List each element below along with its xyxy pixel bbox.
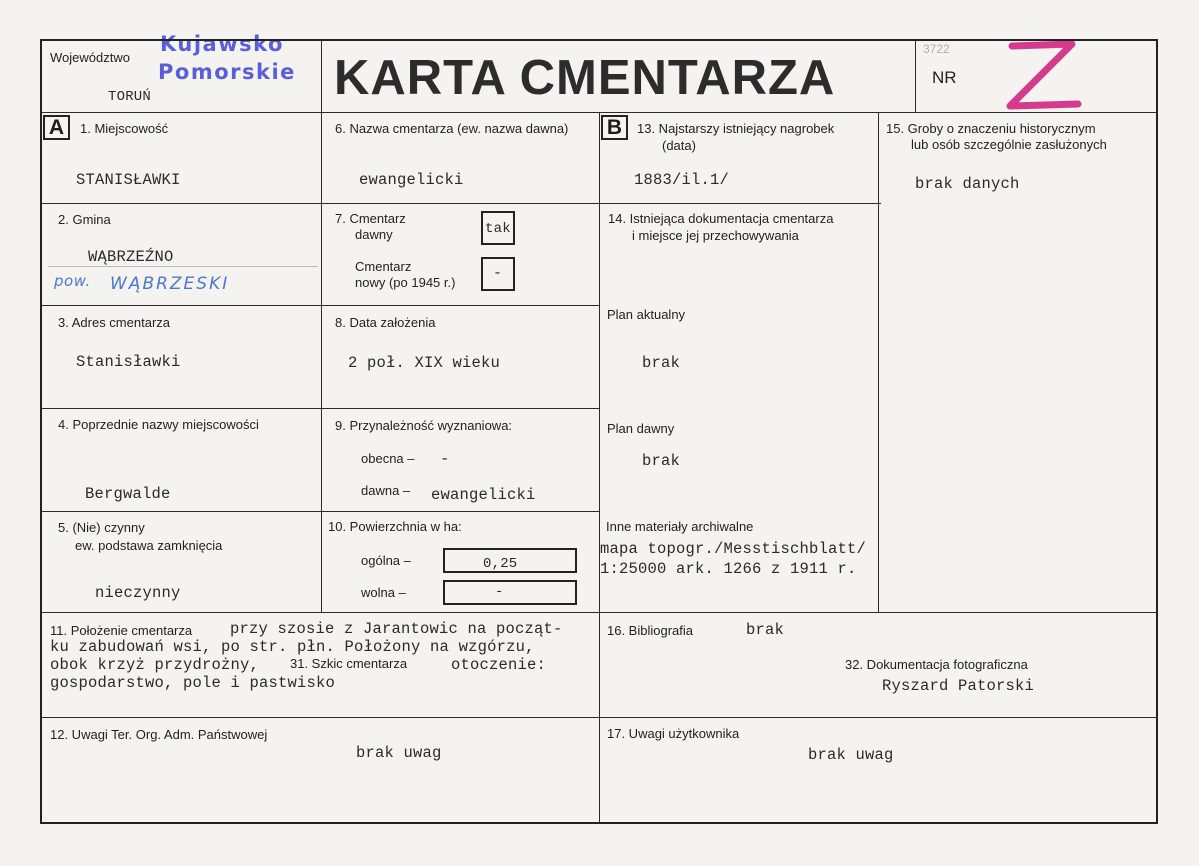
field-10-label: 10. Powierzchnia w ha: xyxy=(328,519,462,534)
page-title: KARTA CMENTARZA xyxy=(334,51,836,105)
field-9-former-label: dawna – xyxy=(361,483,411,498)
field-1-label: 1. Miejscowość xyxy=(80,121,169,136)
field-17-label: 17. Uwagi użytkownika xyxy=(607,726,740,741)
field-10-free-label: wolna – xyxy=(361,585,406,600)
field-2-hand-prefix: pow. xyxy=(54,272,91,290)
field-underline xyxy=(48,266,318,267)
field-11-text-line1: przy szosie z Jarantowic na począt- xyxy=(230,620,563,638)
field-9-label: 9. Przynależność wyznaniowa: xyxy=(335,418,513,433)
field-7-old-checkbox xyxy=(481,211,515,245)
field-1-value: STANISŁAWKI xyxy=(76,171,181,189)
field-11-text-line2: ku zabudowań wsi, po str. płn. Położony na wzgórzu, xyxy=(50,638,535,656)
nr-label: NR xyxy=(932,68,957,87)
field-12-value: brak uwag xyxy=(356,744,442,762)
field-11-text-line3: obok krzyż przydrożny, xyxy=(50,656,260,674)
divider xyxy=(41,408,599,409)
field-14-sublabel: i miejsce jej przechowywania xyxy=(632,228,799,243)
divider xyxy=(41,612,1157,613)
field-10-total-box xyxy=(443,548,577,573)
field-9-former-value: ewangelicki xyxy=(431,486,536,504)
field-2-hand-value: WĄBRZESKI xyxy=(110,274,230,294)
field-7-new-label: Cmentarz xyxy=(355,259,412,274)
section-b-marker: B xyxy=(601,115,628,140)
field-31-label: 31. Szkic cmentarza xyxy=(290,656,408,671)
field-12-label: 12. Uwagi Ter. Org. Adm. Państwowej xyxy=(50,727,268,742)
field-5-label: 5. (Nie) czynny xyxy=(58,520,145,535)
field-5-value: nieczynny xyxy=(95,584,181,602)
field-10-total-label: ogólna – xyxy=(361,553,411,568)
field-7-new-checkbox xyxy=(481,257,515,291)
pencil-number: 3722 xyxy=(923,42,950,56)
section-a-marker: A xyxy=(43,115,70,140)
field-2-value: WĄBRZEŹNO xyxy=(88,248,174,266)
divider xyxy=(41,511,599,512)
field-17-value: brak uwag xyxy=(808,746,894,764)
field-3-label: 3. Adres cmentarza xyxy=(58,315,170,330)
field-7-old-sublabel: dawny xyxy=(355,227,393,242)
field-3-value: Stanisławki xyxy=(76,353,181,371)
divider xyxy=(41,203,881,204)
field-11-text-line3-end: otoczenie: xyxy=(451,656,547,674)
field-6-value: ewangelicki xyxy=(359,171,464,189)
plan-old-label: Plan dawny xyxy=(607,421,675,436)
field-8-label: 8. Data założenia xyxy=(335,315,436,330)
field-6-label: 6. Nazwa cmentarza (ew. nazwa dawna) xyxy=(335,121,569,136)
field-7-old-value: tak xyxy=(485,221,511,237)
field-9-current-value: - xyxy=(440,450,450,468)
field-14-label: 14. Istniejąca dokumentacja cmentarza xyxy=(608,211,834,226)
other-materials-line2: 1:25000 ark. 1266 z 1911 r. xyxy=(600,560,857,578)
field-15-value: brak danych xyxy=(915,175,1020,193)
field-4-label: 4. Poprzednie nazwy miejscowości xyxy=(58,417,259,432)
field-15-sublabel: lub osób szczególnie zasłużonych xyxy=(911,137,1107,152)
plan-current-value: brak xyxy=(642,354,681,372)
field-13-value: 1883/il.1/ xyxy=(634,171,730,189)
field-7-new-value: - xyxy=(493,265,503,282)
field-10-free-value: - xyxy=(495,584,504,600)
divider xyxy=(878,112,879,612)
city-value: TORUŃ xyxy=(108,89,152,105)
field-16-value: brak xyxy=(746,621,785,639)
field-15-label: 15. Groby o znaczeniu historycznym xyxy=(886,121,1096,136)
field-16-label: 16. Bibliografia xyxy=(607,623,693,638)
divider xyxy=(41,717,1157,718)
plan-current-label: Plan aktualny xyxy=(607,307,686,322)
field-7-new-sublabel: nowy (po 1945 r.) xyxy=(355,275,456,290)
field-11-text-line4: gospodarstwo, pole i pastwisko xyxy=(50,674,336,692)
field-9-current-label: obecna – xyxy=(361,451,415,466)
voivodeship-stamp-line2: Pomorskie xyxy=(158,60,296,84)
field-7-old-label: 7. Cmentarz xyxy=(335,211,406,226)
voivodeship-stamp-line1: Kujawsko xyxy=(160,32,284,56)
field-10-free-box xyxy=(443,580,577,605)
voivodeship-label: Województwo xyxy=(50,50,130,65)
divider xyxy=(915,40,916,112)
field-2-label: 2. Gmina xyxy=(58,212,111,227)
field-11-label: 11. Położenie cmentarza xyxy=(50,623,193,638)
field-10-total-value: 0,25 xyxy=(483,556,518,572)
other-materials-label: Inne materiały archiwalne xyxy=(606,519,754,534)
field-5-sublabel: ew. podstawa zamknięcia xyxy=(75,538,223,553)
divider xyxy=(321,40,322,612)
field-32-value: Ryszard Patorski xyxy=(882,677,1035,695)
field-13-sublabel: (data) xyxy=(662,138,696,153)
divider xyxy=(41,305,599,306)
other-materials-line1: mapa topogr./Messtischblatt/ xyxy=(600,540,867,558)
field-4-value: Bergwalde xyxy=(85,485,171,503)
field-32-label: 32. Dokumentacja fotograficzna xyxy=(845,657,1028,672)
field-13-label: 13. Najstarszy istniejący nagrobek xyxy=(637,121,835,136)
field-8-value: 2 poł. XIX wieku xyxy=(348,354,501,372)
plan-old-value: brak xyxy=(642,452,681,470)
